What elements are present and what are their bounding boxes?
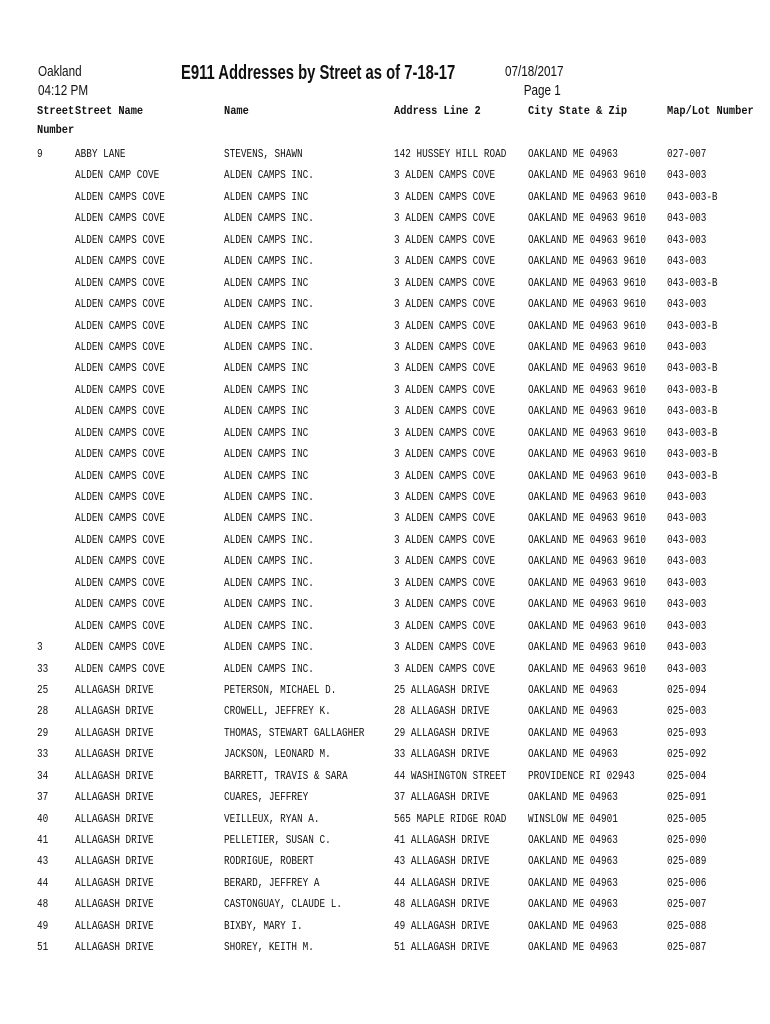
cell-name: ALDEN CAMPS INC	[224, 189, 309, 204]
cell-name: ALDEN CAMPS INC.	[224, 254, 314, 269]
table-row	[0, 701, 770, 722]
cell-map-lot: 025-090	[667, 833, 707, 847]
cell-name: ALDEN CAMPS INC	[224, 468, 309, 483]
table-row	[0, 573, 770, 594]
cell-street-name: ALDEN CAMPS COVE	[75, 447, 165, 462]
cell-name: ALDEN CAMPS INC.	[224, 554, 314, 569]
cell-street-name: ALDEN CAMPS COVE	[75, 511, 165, 526]
cell-street-name: ALLAGASH DRIVE	[75, 768, 154, 783]
cell-street-name: ALDEN CAMPS COVE	[75, 468, 165, 483]
cell-street-name: ALDEN CAMPS COVE	[75, 532, 165, 547]
report-time: 04:12 PM	[38, 82, 89, 99]
report-header-left	[38, 62, 88, 100]
cell-name: ALDEN CAMPS INC	[224, 382, 309, 397]
cell-map-lot: 043-003	[667, 554, 707, 569]
table-row	[0, 401, 770, 422]
table-row	[0, 444, 770, 465]
town-name: Oakland	[38, 63, 82, 80]
address-table	[0, 144, 770, 959]
cell-map-lot: 043-003-B	[667, 468, 718, 483]
cell-address-line-2: 37 ALLAGASH DRIVE	[394, 790, 490, 805]
cell-name: ALDEN CAMPS INC	[224, 447, 309, 462]
cell-street-name: ALDEN CAMPS COVE	[75, 297, 165, 312]
cell-map-lot: 043-003-B	[667, 404, 718, 419]
cell-map-lot: 043-003	[667, 597, 707, 612]
cell-street-number: 33	[37, 661, 49, 676]
cell-address-line-2: 3 ALDEN CAMPS COVE	[394, 275, 496, 290]
cell-map-lot: 043-003	[667, 168, 707, 183]
cell-address-line-2: 3 ALDEN CAMPS COVE	[394, 318, 496, 333]
cell-street-name: ALLAGASH DRIVE	[75, 747, 154, 762]
cell-city-state-zip: OAKLAND ME 04963 9610	[528, 168, 646, 183]
table-row	[0, 316, 770, 337]
cell-name: ALDEN CAMPS INC.	[224, 597, 314, 612]
cell-name: ALDEN CAMPS INC	[224, 275, 309, 290]
table-row	[0, 551, 770, 572]
cell-name: RODRIGUE, ROBERT	[224, 854, 314, 869]
cell-street-number: 41	[37, 833, 49, 847]
cell-street-number: 25	[37, 682, 49, 697]
cell-map-lot: 043-003	[667, 532, 707, 547]
cell-map-lot: 025-094	[667, 682, 707, 697]
cell-address-line-2: 3 ALDEN CAMPS COVE	[394, 447, 496, 462]
page-number: Page 1	[523, 82, 561, 99]
cell-street-name: ALLAGASH DRIVE	[75, 790, 154, 805]
table-row	[0, 659, 770, 680]
cell-street-name: ALDEN CAMPS COVE	[75, 554, 165, 569]
cell-street-name: ALDEN CAMPS COVE	[75, 618, 165, 633]
cell-address-line-2: 48 ALLAGASH DRIVE	[394, 897, 490, 912]
cell-city-state-zip: OAKLAND ME 04963 9610	[528, 511, 646, 526]
cell-map-lot: 027-007	[667, 147, 707, 161]
cell-address-line-2: 28 ALLAGASH DRIVE	[394, 704, 490, 719]
cell-street-number: 51	[37, 940, 49, 955]
table-row	[0, 851, 770, 872]
cell-map-lot: 043-003-B	[667, 425, 718, 440]
cell-street-name: ALDEN CAMPS COVE	[75, 597, 165, 612]
cell-address-line-2: 3 ALDEN CAMPS COVE	[394, 532, 496, 547]
cell-street-name: ALDEN CAMPS COVE	[75, 189, 165, 204]
cell-name: ALDEN CAMPS INC.	[224, 339, 314, 354]
cell-map-lot: 025-087	[667, 940, 707, 955]
cell-map-lot: 025-003	[667, 704, 707, 719]
cell-city-state-zip: OAKLAND ME 04963	[528, 790, 618, 805]
table-row	[0, 616, 770, 637]
cell-address-line-2: 3 ALDEN CAMPS COVE	[394, 382, 496, 397]
cell-street-name: ALDEN CAMPS COVE	[75, 211, 165, 226]
table-row	[0, 637, 770, 658]
cell-city-state-zip: OAKLAND ME 04963 9610	[528, 232, 646, 247]
cell-city-state-zip: OAKLAND ME 04963	[528, 147, 618, 161]
cell-map-lot: 043-003-B	[667, 275, 718, 290]
table-row	[0, 873, 770, 894]
table-row	[0, 230, 770, 251]
table-row	[0, 594, 770, 615]
cell-street-number: 29	[37, 725, 49, 740]
cell-city-state-zip: OAKLAND ME 04963 9610	[528, 640, 646, 655]
cell-map-lot: 025-089	[667, 854, 707, 869]
cell-address-line-2: 3 ALDEN CAMPS COVE	[394, 254, 496, 269]
cell-name: CROWELL, JEFFREY K.	[224, 704, 331, 719]
cell-street-number: 43	[37, 854, 49, 869]
cell-street-name: ALLAGASH DRIVE	[75, 875, 154, 890]
cell-map-lot: 025-004	[667, 768, 707, 783]
table-row	[0, 358, 770, 379]
cell-map-lot: 025-088	[667, 918, 707, 933]
cell-city-state-zip: OAKLAND ME 04963 9610	[528, 318, 646, 333]
cell-city-state-zip: OAKLAND ME 04963 9610	[528, 211, 646, 226]
table-row	[0, 723, 770, 744]
cell-name: ALDEN CAMPS INC	[224, 361, 309, 376]
cell-city-state-zip: OAKLAND ME 04963 9610	[528, 297, 646, 312]
report-header-right	[505, 62, 564, 100]
column-headers	[0, 104, 770, 140]
cell-street-number: 48	[37, 897, 49, 912]
cell-map-lot: 043-003-B	[667, 361, 718, 376]
table-row	[0, 508, 770, 529]
table-row	[0, 273, 770, 294]
cell-city-state-zip: OAKLAND ME 04963	[528, 682, 618, 697]
cell-address-line-2: 3 ALDEN CAMPS COVE	[394, 168, 496, 183]
cell-address-line-2: 3 ALDEN CAMPS COVE	[394, 189, 496, 204]
cell-address-line-2: 565 MAPLE RIDGE ROAD	[394, 811, 507, 826]
cell-name: ALDEN CAMPS INC.	[224, 511, 314, 526]
report-title: E911 Addresses by Street as of 7-18-17	[181, 62, 456, 84]
cell-map-lot: 043-003	[667, 297, 707, 312]
cell-name: ALDEN CAMPS INC.	[224, 640, 314, 655]
cell-address-line-2: 142 HUSSEY HILL ROAD	[394, 147, 507, 161]
cell-name: ALDEN CAMPS INC.	[224, 532, 314, 547]
cell-street-name: ALDEN CAMPS COVE	[75, 361, 165, 376]
table-row	[0, 423, 770, 444]
cell-address-line-2: 3 ALDEN CAMPS COVE	[394, 618, 496, 633]
cell-street-name: ALLAGASH DRIVE	[75, 682, 154, 697]
cell-address-line-2: 44 WASHINGTON STREET	[394, 768, 507, 783]
cell-street-name: ABBY LANE	[75, 147, 126, 161]
col-city-state-zip: City State & Zip	[528, 104, 628, 118]
cell-map-lot: 025-007	[667, 897, 707, 912]
cell-map-lot: 043-003	[667, 339, 707, 354]
table-row	[0, 766, 770, 787]
cell-city-state-zip: OAKLAND ME 04963	[528, 747, 618, 762]
cell-city-state-zip: OAKLAND ME 04963	[528, 918, 618, 933]
cell-street-number: 34	[37, 768, 49, 783]
cell-name: ALDEN CAMPS INC.	[224, 168, 314, 183]
cell-city-state-zip: OAKLAND ME 04963 9610	[528, 490, 646, 504]
cell-map-lot: 043-003	[667, 211, 707, 226]
cell-map-lot: 043-003	[667, 511, 707, 526]
table-row	[0, 916, 770, 937]
cell-street-number: 28	[37, 704, 49, 719]
cell-city-state-zip: PROVIDENCE RI 02943	[528, 768, 635, 783]
table-row	[0, 337, 770, 358]
cell-city-state-zip: OAKLAND ME 04963 9610	[528, 532, 646, 547]
table-row	[0, 294, 770, 315]
cell-address-line-2: 3 ALDEN CAMPS COVE	[394, 211, 496, 226]
cell-address-line-2: 51 ALLAGASH DRIVE	[394, 940, 490, 955]
cell-address-line-2: 41 ALLAGASH DRIVE	[394, 833, 490, 847]
cell-street-name: ALDEN CAMPS COVE	[75, 339, 165, 354]
cell-name: ALDEN CAMPS INC.	[224, 661, 314, 676]
cell-map-lot: 043-003	[667, 254, 707, 269]
col-name: Name	[224, 104, 249, 118]
col-map-lot: Map/Lot Number	[667, 104, 754, 118]
cell-city-state-zip: OAKLAND ME 04963 9610	[528, 254, 646, 269]
cell-city-state-zip: OAKLAND ME 04963 9610	[528, 597, 646, 612]
cell-street-name: ALDEN CAMPS COVE	[75, 382, 165, 397]
col-street-number-line2: Number	[37, 123, 75, 137]
cell-street-name: ALDEN CAMPS COVE	[75, 640, 165, 655]
cell-address-line-2: 3 ALDEN CAMPS COVE	[394, 297, 496, 312]
cell-map-lot: 043-003-B	[667, 318, 718, 333]
cell-name: ALDEN CAMPS INC	[224, 318, 309, 333]
cell-name: THOMAS, STEWART GALLAGHER	[224, 725, 365, 740]
col-address-line-2: Address Line 2	[394, 104, 481, 118]
cell-address-line-2: 44 ALLAGASH DRIVE	[394, 875, 490, 890]
cell-street-number: 33	[37, 747, 49, 762]
cell-street-name: ALLAGASH DRIVE	[75, 918, 154, 933]
cell-street-name: ALDEN CAMPS COVE	[75, 575, 165, 590]
cell-city-state-zip: OAKLAND ME 04963	[528, 704, 618, 719]
cell-street-number: 40	[37, 811, 49, 826]
cell-city-state-zip: OAKLAND ME 04963	[528, 725, 618, 740]
cell-name: JACKSON, LEONARD M.	[224, 747, 331, 762]
cell-city-state-zip: OAKLAND ME 04963 9610	[528, 189, 646, 204]
cell-city-state-zip: OAKLAND ME 04963	[528, 940, 618, 955]
cell-street-name: ALLAGASH DRIVE	[75, 897, 154, 912]
cell-map-lot: 025-092	[667, 747, 707, 762]
table-row	[0, 208, 770, 229]
cell-city-state-zip: OAKLAND ME 04963	[528, 897, 618, 912]
cell-address-line-2: 25 ALLAGASH DRIVE	[394, 682, 490, 697]
cell-city-state-zip: WINSLOW ME 04901	[528, 811, 618, 826]
cell-city-state-zip: OAKLAND ME 04963 9610	[528, 661, 646, 676]
cell-map-lot: 025-091	[667, 790, 707, 805]
table-row	[0, 251, 770, 272]
cell-map-lot: 043-003-B	[667, 382, 718, 397]
cell-address-line-2: 3 ALDEN CAMPS COVE	[394, 597, 496, 612]
cell-name: BARRETT, TRAVIS & SARA	[224, 768, 348, 783]
table-row	[0, 380, 770, 401]
table-row	[0, 680, 770, 701]
cell-map-lot: 043-003-B	[667, 447, 718, 462]
cell-address-line-2: 49 ALLAGASH DRIVE	[394, 918, 490, 933]
table-row	[0, 894, 770, 915]
cell-name: ALDEN CAMPS INC.	[224, 211, 314, 226]
col-street-number: Street	[37, 104, 75, 118]
report-date: 07/18/2017	[505, 63, 564, 80]
cell-city-state-zip: OAKLAND ME 04963	[528, 875, 618, 890]
cell-city-state-zip: OAKLAND ME 04963 9610	[528, 468, 646, 483]
cell-address-line-2: 3 ALDEN CAMPS COVE	[394, 640, 496, 655]
table-row	[0, 530, 770, 551]
table-row	[0, 787, 770, 808]
cell-address-line-2: 3 ALDEN CAMPS COVE	[394, 232, 496, 247]
cell-street-number: 3	[37, 640, 43, 655]
cell-map-lot: 043-003	[667, 640, 707, 655]
cell-address-line-2: 43 ALLAGASH DRIVE	[394, 854, 490, 869]
cell-street-name: ALDEN CAMPS COVE	[75, 661, 165, 676]
table-row	[0, 187, 770, 208]
cell-street-name: ALLAGASH DRIVE	[75, 811, 154, 826]
table-row	[0, 144, 770, 165]
cell-address-line-2: 29 ALLAGASH DRIVE	[394, 725, 490, 740]
cell-street-name: ALDEN CAMPS COVE	[75, 490, 165, 504]
cell-name: ALDEN CAMPS INC.	[224, 232, 314, 247]
cell-name: ALDEN CAMPS INC.	[224, 618, 314, 633]
cell-street-name: ALLAGASH DRIVE	[75, 704, 154, 719]
cell-map-lot: 043-003-B	[667, 189, 718, 204]
cell-map-lot: 025-005	[667, 811, 707, 826]
table-row	[0, 466, 770, 487]
cell-map-lot: 043-003	[667, 232, 707, 247]
cell-street-name: ALDEN CAMPS COVE	[75, 425, 165, 440]
cell-street-number: 49	[37, 918, 49, 933]
cell-map-lot: 043-003	[667, 575, 707, 590]
cell-name: ALDEN CAMPS INC.	[224, 575, 314, 590]
cell-map-lot: 043-003	[667, 661, 707, 676]
table-row	[0, 487, 770, 508]
cell-city-state-zip: OAKLAND ME 04963 9610	[528, 382, 646, 397]
cell-city-state-zip: OAKLAND ME 04963	[528, 833, 618, 847]
cell-city-state-zip: OAKLAND ME 04963 9610	[528, 275, 646, 290]
cell-address-line-2: 3 ALDEN CAMPS COVE	[394, 511, 496, 526]
table-row	[0, 937, 770, 958]
cell-city-state-zip: OAKLAND ME 04963 9610	[528, 447, 646, 462]
cell-name: BERARD, JEFFREY A	[224, 875, 320, 890]
cell-name: VEILLEUX, RYAN A.	[224, 811, 320, 826]
cell-address-line-2: 3 ALDEN CAMPS COVE	[394, 490, 496, 504]
cell-street-number: 37	[37, 790, 49, 805]
cell-name: SHOREY, KEITH M.	[224, 940, 314, 955]
cell-map-lot: 025-093	[667, 725, 707, 740]
cell-city-state-zip: OAKLAND ME 04963 9610	[528, 554, 646, 569]
table-row	[0, 165, 770, 186]
cell-map-lot: 043-003	[667, 618, 707, 633]
cell-name: CASTONGUAY, CLAUDE L.	[224, 897, 342, 912]
cell-city-state-zip: OAKLAND ME 04963 9610	[528, 618, 646, 633]
cell-address-line-2: 3 ALDEN CAMPS COVE	[394, 404, 496, 419]
cell-city-state-zip: OAKLAND ME 04963 9610	[528, 575, 646, 590]
cell-map-lot: 025-006	[667, 875, 707, 890]
cell-name: CUARES, JEFFREY	[224, 790, 309, 805]
cell-address-line-2: 3 ALDEN CAMPS COVE	[394, 661, 496, 676]
cell-address-line-2: 3 ALDEN CAMPS COVE	[394, 554, 496, 569]
cell-city-state-zip: OAKLAND ME 04963 9610	[528, 361, 646, 376]
cell-name: STEVENS, SHAWN	[224, 147, 303, 161]
cell-street-name: ALDEN CAMPS COVE	[75, 275, 165, 290]
cell-street-name: ALDEN CAMPS COVE	[75, 318, 165, 333]
cell-street-number: 9	[37, 147, 43, 161]
cell-city-state-zip: OAKLAND ME 04963	[528, 854, 618, 869]
table-row	[0, 809, 770, 830]
cell-name: ALDEN CAMPS INC.	[224, 490, 314, 504]
cell-street-name: ALDEN CAMPS COVE	[75, 254, 165, 269]
cell-name: ALDEN CAMPS INC.	[224, 297, 314, 312]
cell-name: BIXBY, MARY I.	[224, 918, 303, 933]
cell-city-state-zip: OAKLAND ME 04963 9610	[528, 425, 646, 440]
cell-map-lot: 043-003	[667, 490, 707, 504]
cell-street-name: ALLAGASH DRIVE	[75, 940, 154, 955]
cell-city-state-zip: OAKLAND ME 04963 9610	[528, 404, 646, 419]
cell-address-line-2: 3 ALDEN CAMPS COVE	[394, 425, 496, 440]
cell-name: PELLETIER, SUSAN C.	[224, 833, 331, 847]
table-row	[0, 830, 770, 851]
cell-city-state-zip: OAKLAND ME 04963 9610	[528, 339, 646, 354]
cell-street-name: ALDEN CAMP COVE	[75, 168, 160, 183]
cell-address-line-2: 3 ALDEN CAMPS COVE	[394, 575, 496, 590]
col-street-name: Street Name	[75, 104, 144, 118]
cell-address-line-2: 3 ALDEN CAMPS COVE	[394, 339, 496, 354]
cell-name: PETERSON, MICHAEL D.	[224, 682, 337, 697]
cell-street-name: ALDEN CAMPS COVE	[75, 232, 165, 247]
cell-address-line-2: 3 ALDEN CAMPS COVE	[394, 468, 496, 483]
cell-street-name: ALLAGASH DRIVE	[75, 854, 154, 869]
cell-street-number: 44	[37, 875, 49, 890]
cell-street-name: ALDEN CAMPS COVE	[75, 404, 165, 419]
cell-address-line-2: 3 ALDEN CAMPS COVE	[394, 361, 496, 376]
cell-name: ALDEN CAMPS INC	[224, 425, 309, 440]
cell-address-line-2: 33 ALLAGASH DRIVE	[394, 747, 490, 762]
cell-street-name: ALLAGASH DRIVE	[75, 725, 154, 740]
table-row	[0, 744, 770, 765]
cell-street-name: ALLAGASH DRIVE	[75, 833, 154, 847]
cell-name: ALDEN CAMPS INC	[224, 404, 309, 419]
